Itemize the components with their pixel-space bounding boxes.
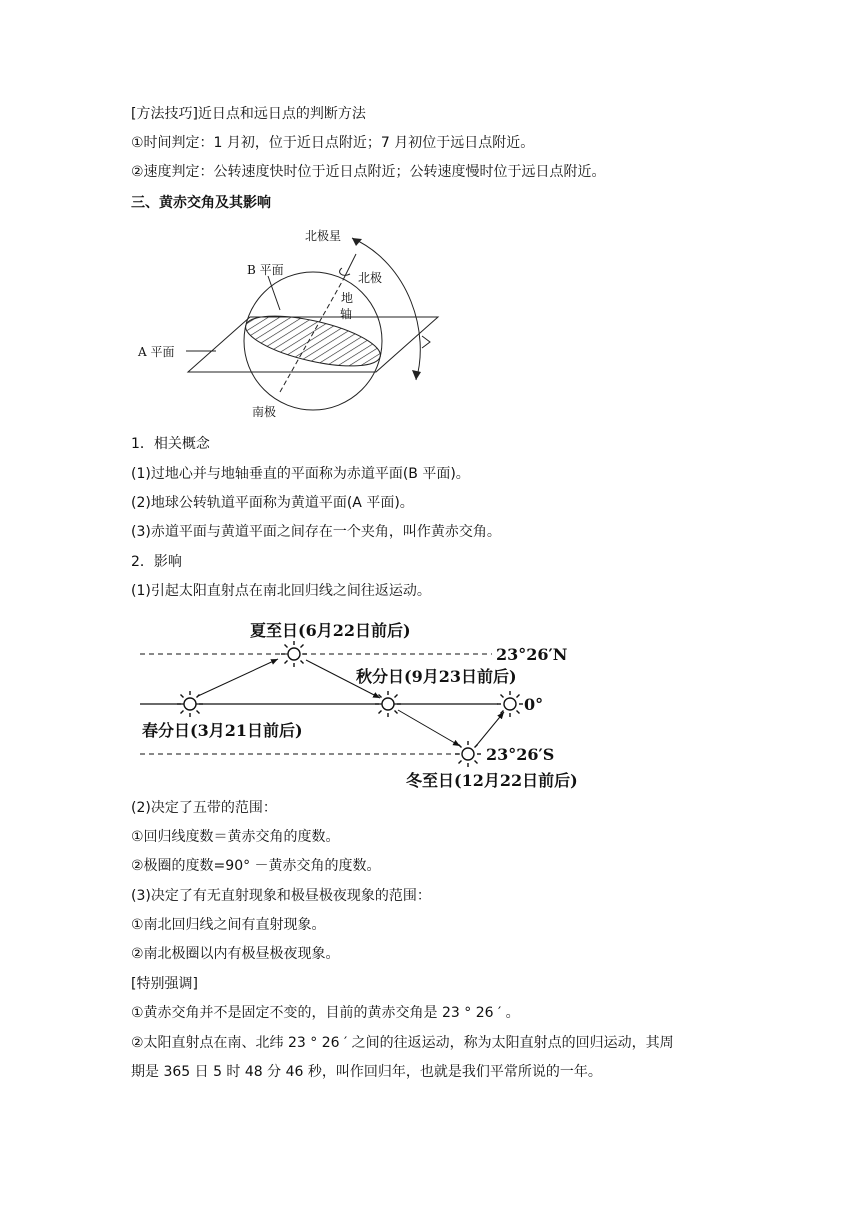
label-autumn: 秋分日(9月23日前后) <box>356 667 517 686</box>
section-title: 三、黄赤交角及其影响 <box>131 195 271 211</box>
sun-spring-icon <box>177 691 203 717</box>
tip-speed: ②速度判定：公转速度快时位于近日点附近；公转速度慢时位于远日点附近。 <box>131 164 606 180</box>
arrow-autumn-winter <box>398 710 460 746</box>
obliquity-diagram <box>130 224 450 424</box>
emphasis-2-line1: ②太阳直射点在南、北纬 23 ° 26 ′ 之间的往返运动，称为太阳直射点的回归运动，其周 <box>131 1035 674 1051</box>
tip-heading: [方法技巧]近日点和远日点的判断方法 <box>131 106 366 122</box>
concept-3: (3)赤道平面与黄道平面之间存在一个夹角，叫作黄赤交角。 <box>131 524 501 540</box>
emphasis-heading: [特别强调] <box>131 976 198 992</box>
label-south-pole: 南极 <box>252 405 277 419</box>
impact-3: (3)决定了有无直射现象和极昼极夜现象的范围： <box>131 888 431 904</box>
label-equator: 0° <box>524 695 544 714</box>
impact-2-1: ①回归线度数＝黄赤交角的度数。 <box>131 829 340 845</box>
solar-migration-diagram <box>130 612 600 792</box>
impact-1: (1)引起太阳直射点在南北回归线之间往返运动。 <box>131 583 431 599</box>
label-axis-2: 轴 <box>340 307 353 321</box>
label-north-pole: 北极 <box>358 271 383 285</box>
label-spring: 春分日(3月21日前后) <box>142 721 303 740</box>
tip-time: ①时间判定：1 月初，位于近日点附近；7 月初位于远日点附近。 <box>131 135 535 151</box>
concept-heading: 1．相关概念 <box>131 436 210 452</box>
plane-b-shape <box>241 306 384 376</box>
sun-autumn-icon <box>375 691 401 717</box>
concept-1: (1)过地心并与地轴垂直的平面称为赤道平面(B 平面)。 <box>131 466 470 482</box>
impact-3-2: ②南北极圈以内有极昼极夜现象。 <box>131 946 340 962</box>
label-plane-a: A 平面 <box>138 345 175 359</box>
label-south-tropic: 23°26′S <box>486 745 555 764</box>
impact-heading: 2．影响 <box>131 554 182 570</box>
sun-winter-icon <box>455 741 481 767</box>
arrow-spring-summer <box>198 659 278 696</box>
impact-2: (2)决定了五带的范围： <box>131 800 277 816</box>
arrow-winter-spring <box>476 712 504 746</box>
sun-equinox-icon <box>497 691 523 717</box>
emphasis-1: ①黄赤交角并不是固定不变的，目前的黄赤交角是 23 ° 26 ′ 。 <box>131 1005 520 1021</box>
impact-2-2: ②极圈的度数=90° －黄赤交角的度数。 <box>131 858 381 874</box>
label-summer: 夏至日(6月22日前后) <box>250 621 411 640</box>
label-north-star: 北极星 <box>305 229 342 243</box>
label-winter: 冬至日(12月22日前后) <box>406 771 578 790</box>
emphasis-2-line2: 期是 365 日 5 时 48 分 46 秒，叫作回归年，也就是我们平常所说的一年。 <box>131 1064 602 1080</box>
label-axis-1: 地 <box>341 291 354 305</box>
label-plane-b: B 平面 <box>247 263 284 277</box>
sun-summer-icon <box>281 641 307 667</box>
concept-2: (2)地球公转轨道平面称为黄道平面(A 平面)。 <box>131 495 414 511</box>
label-north-tropic: 23°26′N <box>496 645 568 664</box>
impact-3-1: ①南北回归线之间有直射现象。 <box>131 917 326 933</box>
